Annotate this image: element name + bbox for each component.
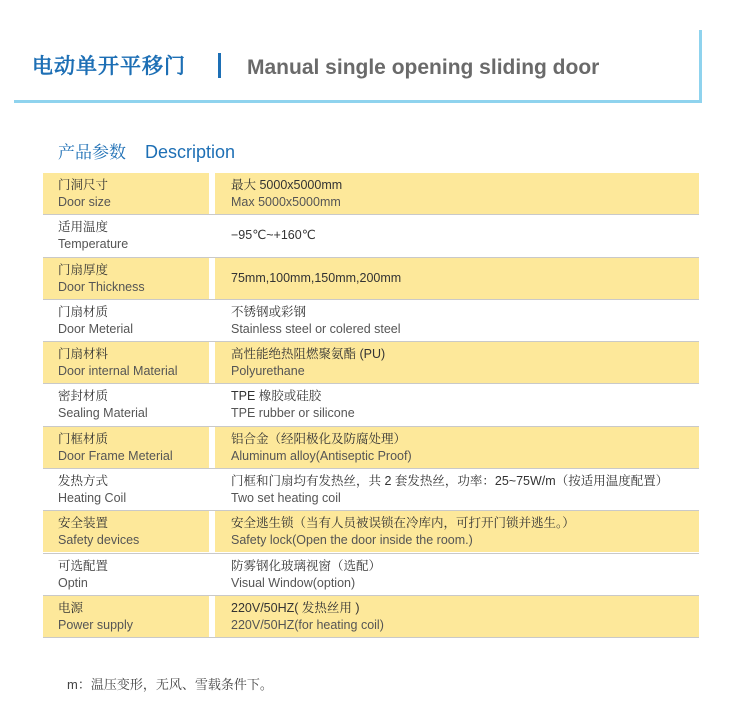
spec-value-en: Max 5000x5000mm xyxy=(231,195,341,209)
spec-value-cn: 防雾钢化玻璃视窗（选配） xyxy=(231,558,382,573)
spec-label-cn: 可选配置 xyxy=(58,558,109,573)
spec-value-cell xyxy=(215,258,699,299)
spec-label-cell xyxy=(43,300,209,341)
spec-value-en: Visual Window(option) xyxy=(231,575,356,590)
spec-label-cn: 门扇材质 xyxy=(58,304,109,319)
spec-value-cn: 最大 5000x5000mm xyxy=(231,178,343,192)
spec-value-cn: 不锈钢或彩钢 xyxy=(231,304,307,319)
spec-label-en: Door size xyxy=(58,195,111,209)
spec-label-en: Optin xyxy=(58,575,88,590)
spec-row xyxy=(43,173,699,215)
spec-label-en: Door internal Material xyxy=(58,364,178,379)
spec-value-cell xyxy=(215,342,699,383)
spec-value-cell xyxy=(215,554,699,595)
spec-label-en: Power supply xyxy=(58,617,134,632)
spec-label-cell xyxy=(43,427,209,468)
spec-row xyxy=(43,427,699,469)
spec-label-cn: 适用温度 xyxy=(58,220,109,235)
spec-value-cn: 铝合金（经阳极化及防腐处理） xyxy=(231,431,407,446)
spec-label-cn: 密封材质 xyxy=(58,389,109,404)
spec-value-cell xyxy=(215,173,699,214)
page-title-cn: 电动单开平移门 xyxy=(32,55,186,78)
spec-label-cell xyxy=(43,469,209,510)
spec-value-en: Aluminum alloy(Antiseptic Proof) xyxy=(231,448,412,463)
spec-value-cn: −95℃~+160℃ xyxy=(231,228,316,243)
spec-row xyxy=(43,258,699,300)
spec-value-cell xyxy=(215,511,699,552)
spec-label-en: Sealing Material xyxy=(58,406,148,421)
spec-value-cn: 高性能绝热阻燃聚氨酯 (PU) xyxy=(231,347,386,362)
spec-label-cell xyxy=(43,215,209,256)
spec-label-en: Temperature xyxy=(58,237,129,252)
section-title-cn: 产品参数 xyxy=(58,143,126,162)
spec-label-en: Door Meterial xyxy=(58,321,134,336)
spec-row xyxy=(43,342,699,384)
spec-label-cn: 门扇材料 xyxy=(58,347,109,362)
spec-label-cell xyxy=(43,173,209,214)
spec-value-cn: TPE 橡胶或硅胶 xyxy=(231,389,322,404)
spec-value-cn: 220V/50HZ( 发热丝用 ) xyxy=(231,600,360,615)
spec-value-cell xyxy=(215,215,699,256)
spec-row xyxy=(43,596,699,638)
spec-label-cell xyxy=(43,384,209,425)
spec-value-cn: 75mm,100mm,150mm,200mm xyxy=(231,270,402,285)
title-divider xyxy=(218,53,221,78)
spec-label-cn: 门扇厚度 xyxy=(58,262,109,277)
spec-row xyxy=(43,384,699,426)
spec-value-cn: 安全逃生锁（当有人员被误锁在冷库内，可打开门锁并逃生。） xyxy=(231,516,575,531)
spec-label-en: Safety devices xyxy=(58,533,140,548)
spec-table xyxy=(43,173,699,638)
spec-value-en: Two set heating coil xyxy=(231,491,341,506)
spec-row xyxy=(43,469,699,511)
spec-row xyxy=(43,511,699,553)
spec-label-cell xyxy=(43,596,209,637)
spec-value-cell xyxy=(215,384,699,425)
spec-value-en: Stainless steel or colered steel xyxy=(231,321,401,336)
spec-label-en: Heating Coil xyxy=(58,491,127,506)
spec-label-cn: 门洞尺寸 xyxy=(58,178,109,192)
spec-label-cn: 电源 xyxy=(58,600,84,615)
footnote: m：温压变形，无风、雪载条件下。 xyxy=(67,677,273,692)
spec-label-cell xyxy=(43,554,209,595)
spec-label-cn: 发热方式 xyxy=(58,474,109,489)
spec-label-cn: 门框材质 xyxy=(58,431,109,446)
page-title-en: Manual single opening sliding door xyxy=(247,56,600,79)
spec-value-cn: 门框和门扇均有发热丝，共 2 套发热丝，功率：25~75W/m（按适用温度配置） xyxy=(231,474,669,489)
spec-value-en: TPE rubber or silicone xyxy=(231,406,355,421)
spec-label-cell xyxy=(43,511,209,552)
spec-value-cell xyxy=(215,427,699,468)
spec-value-en: Safety lock(Open the door inside the room.) xyxy=(231,533,473,548)
spec-value-cell xyxy=(215,469,699,510)
spec-value-en: Polyurethane xyxy=(231,364,305,379)
spec-label-en: Door Frame Meterial xyxy=(58,448,173,463)
spec-label-cell xyxy=(43,342,209,383)
spec-row xyxy=(43,215,699,257)
spec-value-en: 220V/50HZ(for heating coil) xyxy=(231,617,384,632)
spec-label-cn: 安全装置 xyxy=(58,516,109,531)
spec-value-cell xyxy=(215,300,699,341)
spec-label-en: Door Thickness xyxy=(58,279,145,294)
spec-row xyxy=(43,554,699,596)
spec-label-cell xyxy=(43,258,209,299)
spec-row xyxy=(43,300,699,342)
spec-value-cell xyxy=(215,596,699,637)
section-title-en: Description xyxy=(145,142,236,162)
